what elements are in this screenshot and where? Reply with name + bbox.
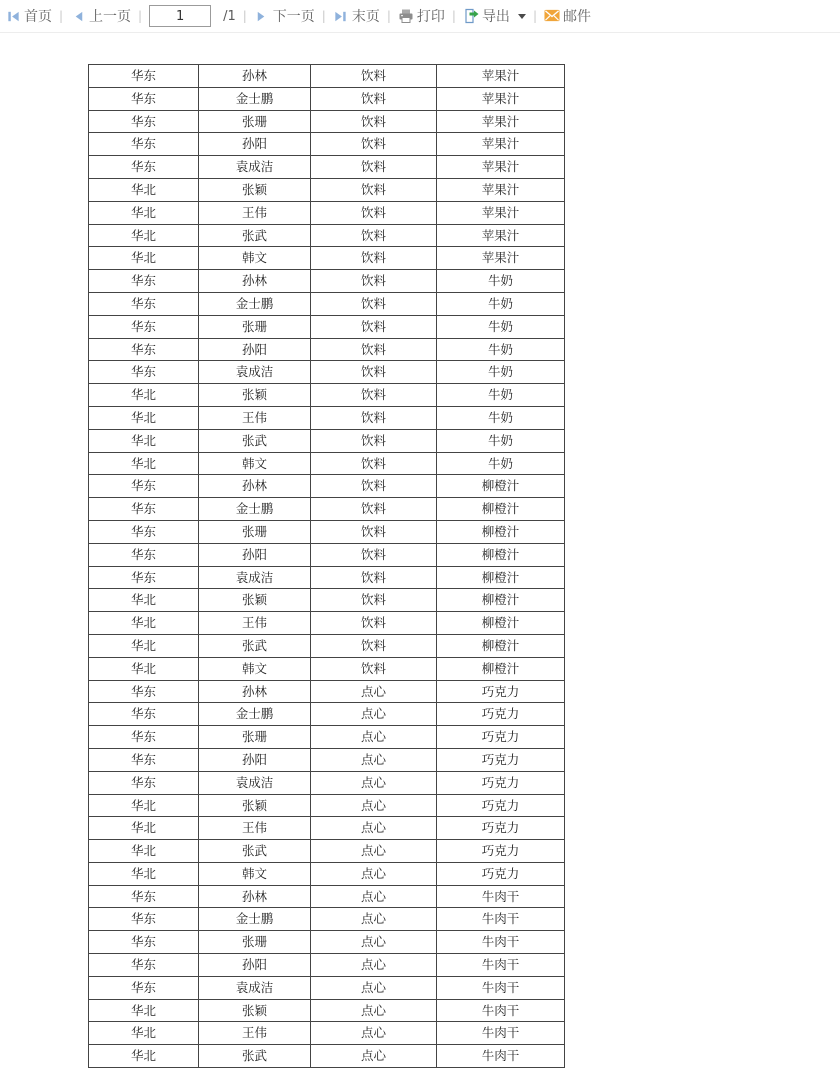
cell-region: 华东: [89, 543, 199, 566]
cell-salesperson: 张武: [199, 840, 311, 863]
report-table: [88, 64, 565, 1068]
cell-category: 饮料: [311, 201, 437, 224]
table-row: [89, 156, 565, 179]
export-button[interactable]: [463, 6, 526, 26]
table-row: [89, 1022, 565, 1045]
table-row: [89, 589, 565, 612]
cell-category: 饮料: [311, 429, 437, 452]
cell-region: 华北: [89, 178, 199, 201]
cell-salesperson: 孙阳: [199, 954, 311, 977]
cell-region: 华东: [89, 566, 199, 589]
cell-product: 苹果汁: [437, 178, 565, 201]
table-row: [89, 771, 565, 794]
table-row: [89, 931, 565, 954]
printer-icon: [398, 8, 414, 24]
cell-product: 牛肉干: [437, 931, 565, 954]
cell-product: 柳橙汁: [437, 657, 565, 680]
cell-category: 饮料: [311, 566, 437, 589]
table-row: [89, 452, 565, 475]
cell-salesperson: 孙阳: [199, 133, 311, 156]
first-page-icon: [5, 8, 21, 24]
cell-product: 牛奶: [437, 270, 565, 293]
cell-category: 点心: [311, 999, 437, 1022]
cell-region: 华东: [89, 156, 199, 179]
cell-category: 饮料: [311, 247, 437, 270]
table-row: [89, 794, 565, 817]
cell-product: 牛奶: [437, 384, 565, 407]
cell-salesperson: 孙林: [199, 885, 311, 908]
cell-salesperson: 王伟: [199, 817, 311, 840]
table-row: [89, 133, 565, 156]
cell-category: 点心: [311, 931, 437, 954]
toolbar-separator: |: [451, 9, 456, 23]
table-row: [89, 634, 565, 657]
cell-salesperson: 张颖: [199, 794, 311, 817]
cell-category: 饮料: [311, 315, 437, 338]
cell-salesperson: 张珊: [199, 315, 311, 338]
cell-category: 饮料: [311, 292, 437, 315]
cell-product: 巧克力: [437, 748, 565, 771]
cell-region: 华东: [89, 315, 199, 338]
last-page-button[interactable]: [333, 6, 380, 26]
cell-product: 苹果汁: [437, 201, 565, 224]
cell-region: 华东: [89, 931, 199, 954]
table-row: [89, 498, 565, 521]
first-page-button[interactable]: [5, 6, 52, 26]
table-row: [89, 817, 565, 840]
envelope-icon: [544, 8, 560, 24]
cell-category: 点心: [311, 840, 437, 863]
cell-salesperson: 张珊: [199, 520, 311, 543]
cell-region: 华东: [89, 520, 199, 543]
table-row: [89, 520, 565, 543]
cell-region: 华北: [89, 1022, 199, 1045]
cell-product: 巧克力: [437, 817, 565, 840]
cell-region: 华北: [89, 384, 199, 407]
cell-region: 华北: [89, 657, 199, 680]
print-button[interactable]: [398, 6, 445, 26]
cell-salesperson: 金士鹏: [199, 703, 311, 726]
cell-region: 华东: [89, 703, 199, 726]
cell-product: 苹果汁: [437, 87, 565, 110]
cell-product: 柳橙汁: [437, 520, 565, 543]
cell-product: 柳橙汁: [437, 566, 565, 589]
cell-product: 巧克力: [437, 794, 565, 817]
mail-button[interactable]: [544, 6, 591, 26]
cell-region: 华东: [89, 361, 199, 384]
cell-category: 饮料: [311, 475, 437, 498]
cell-region: 华北: [89, 1045, 199, 1068]
cell-region: 华北: [89, 794, 199, 817]
table-row: [89, 384, 565, 407]
cell-product: 牛肉干: [437, 999, 565, 1022]
cell-salesperson: 张武: [199, 224, 311, 247]
cell-product: 苹果汁: [437, 247, 565, 270]
table-row: [89, 840, 565, 863]
toolbar: [0, 0, 840, 33]
cell-region: 华北: [89, 840, 199, 863]
cell-category: 点心: [311, 1022, 437, 1045]
cell-category: 点心: [311, 862, 437, 885]
table-row: [89, 201, 565, 224]
cell-salesperson: 韩文: [199, 452, 311, 475]
table-row: [89, 566, 565, 589]
table-row: [89, 543, 565, 566]
cell-category: 饮料: [311, 156, 437, 179]
cell-category: 饮料: [311, 338, 437, 361]
cell-salesperson: 王伟: [199, 612, 311, 635]
cell-category: 点心: [311, 748, 437, 771]
cell-category: 点心: [311, 794, 437, 817]
prev-page-icon: [70, 8, 86, 24]
table-row: [89, 703, 565, 726]
cell-salesperson: 袁成洁: [199, 156, 311, 179]
last-page-icon: [333, 8, 349, 24]
cell-product: 牛肉干: [437, 954, 565, 977]
cell-product: 巧克力: [437, 680, 565, 703]
cell-category: 饮料: [311, 589, 437, 612]
cell-salesperson: 韩文: [199, 247, 311, 270]
cell-category: 饮料: [311, 87, 437, 110]
cell-product: 巧克力: [437, 840, 565, 863]
cell-salesperson: 金士鹏: [199, 87, 311, 110]
cell-product: 柳橙汁: [437, 498, 565, 521]
cell-region: 华北: [89, 862, 199, 885]
table-row: [89, 429, 565, 452]
toolbar-separator: |: [321, 9, 326, 23]
cell-product: 牛奶: [437, 292, 565, 315]
cell-product: 牛肉干: [437, 908, 565, 931]
cell-region: 华北: [89, 999, 199, 1022]
cell-salesperson: 袁成洁: [199, 361, 311, 384]
cell-category: 点心: [311, 976, 437, 999]
table-row: [89, 406, 565, 429]
cell-product: 牛肉干: [437, 1045, 565, 1068]
prev-page-label: 上一页: [89, 9, 132, 25]
cell-region: 华东: [89, 726, 199, 749]
cell-category: 点心: [311, 680, 437, 703]
table-row: [89, 1045, 565, 1068]
cell-category: 饮料: [311, 612, 437, 635]
toolbar-separator: |: [242, 9, 247, 23]
table-row: [89, 292, 565, 315]
table-row: [89, 475, 565, 498]
table-row: [89, 224, 565, 247]
cell-salesperson: 张珊: [199, 110, 311, 133]
cell-region: 华东: [89, 338, 199, 361]
table-row: [89, 885, 565, 908]
cell-product: 巧克力: [437, 862, 565, 885]
cell-region: 华东: [89, 976, 199, 999]
cell-category: 饮料: [311, 361, 437, 384]
table-row: [89, 315, 565, 338]
cell-product: 牛奶: [437, 338, 565, 361]
table-body: [89, 65, 565, 1068]
cell-salesperson: 孙林: [199, 65, 311, 88]
table-row: [89, 270, 565, 293]
prev-page-button[interactable]: [70, 6, 131, 26]
cell-product: 巧克力: [437, 771, 565, 794]
cell-product: 苹果汁: [437, 65, 565, 88]
toolbar-separator: |: [532, 9, 537, 23]
cell-product: 牛肉干: [437, 976, 565, 999]
cell-product: 苹果汁: [437, 156, 565, 179]
cell-product: 牛奶: [437, 315, 565, 338]
cell-category: 饮料: [311, 384, 437, 407]
cell-category: 点心: [311, 885, 437, 908]
table-row: [89, 612, 565, 635]
next-page-button[interactable]: [254, 6, 315, 26]
cell-region: 华北: [89, 224, 199, 247]
cell-category: 饮料: [311, 634, 437, 657]
table-row: [89, 908, 565, 931]
print-label: 打印: [416, 9, 445, 25]
cell-product: 柳橙汁: [437, 634, 565, 657]
table-row: [89, 247, 565, 270]
cell-region: 华东: [89, 498, 199, 521]
cell-product: 苹果汁: [437, 110, 565, 133]
cell-region: 华东: [89, 475, 199, 498]
cell-region: 华北: [89, 247, 199, 270]
cell-region: 华东: [89, 954, 199, 977]
cell-salesperson: 张珊: [199, 931, 311, 954]
cell-category: 饮料: [311, 65, 437, 88]
cell-region: 华东: [89, 270, 199, 293]
table-row: [89, 680, 565, 703]
table-row: [89, 999, 565, 1022]
cell-category: 点心: [311, 771, 437, 794]
cell-product: 柳橙汁: [437, 475, 565, 498]
table-row: [89, 726, 565, 749]
cell-salesperson: 张颖: [199, 384, 311, 407]
cell-salesperson: 孙阳: [199, 748, 311, 771]
cell-salesperson: 王伟: [199, 406, 311, 429]
mail-label: 邮件: [562, 9, 591, 25]
table-row: [89, 748, 565, 771]
cell-category: 饮料: [311, 406, 437, 429]
cell-salesperson: 张珊: [199, 726, 311, 749]
cell-salesperson: 张武: [199, 634, 311, 657]
cell-product: 牛肉干: [437, 885, 565, 908]
cell-region: 华东: [89, 65, 199, 88]
table-row: [89, 361, 565, 384]
cell-region: 华北: [89, 406, 199, 429]
cell-salesperson: 张武: [199, 1045, 311, 1068]
cell-product: 牛奶: [437, 452, 565, 475]
table-row: [89, 338, 565, 361]
cell-region: 华东: [89, 110, 199, 133]
cell-salesperson: 袁成洁: [199, 771, 311, 794]
cell-category: 饮料: [311, 110, 437, 133]
cell-salesperson: 王伟: [199, 201, 311, 224]
page-total-label: /1: [223, 8, 236, 24]
table-row: [89, 87, 565, 110]
cell-category: 饮料: [311, 224, 437, 247]
cell-region: 华北: [89, 201, 199, 224]
cell-region: 华东: [89, 680, 199, 703]
cell-product: 柳橙汁: [437, 612, 565, 635]
cell-salesperson: 张颖: [199, 999, 311, 1022]
cell-salesperson: 金士鹏: [199, 292, 311, 315]
cell-product: 牛奶: [437, 361, 565, 384]
cell-salesperson: 王伟: [199, 1022, 311, 1045]
cell-category: 点心: [311, 908, 437, 931]
cell-category: 饮料: [311, 520, 437, 543]
cell-salesperson: 张颖: [199, 178, 311, 201]
cell-salesperson: 金士鹏: [199, 908, 311, 931]
cell-category: 饮料: [311, 178, 437, 201]
cell-region: 华东: [89, 292, 199, 315]
cell-region: 华北: [89, 589, 199, 612]
table-row: [89, 862, 565, 885]
cell-salesperson: 韩文: [199, 657, 311, 680]
cell-salesperson: 袁成洁: [199, 976, 311, 999]
cell-salesperson: 孙阳: [199, 543, 311, 566]
cell-category: 饮料: [311, 657, 437, 680]
next-page-icon: [254, 8, 270, 24]
table-row: [89, 110, 565, 133]
export-label: 导出: [481, 9, 510, 25]
first-page-label: 首页: [24, 9, 52, 25]
cell-region: 华东: [89, 908, 199, 931]
table-row: [89, 178, 565, 201]
table-row: [89, 976, 565, 999]
cell-region: 华北: [89, 452, 199, 475]
cell-salesperson: 张武: [199, 429, 311, 452]
next-page-label: 下一页: [272, 9, 315, 25]
table-row: [89, 657, 565, 680]
page-number-input[interactable]: [149, 5, 211, 27]
cell-product: 牛奶: [437, 406, 565, 429]
cell-region: 华北: [89, 612, 199, 635]
cell-salesperson: 韩文: [199, 862, 311, 885]
cell-category: 点心: [311, 703, 437, 726]
cell-region: 华东: [89, 885, 199, 908]
cell-product: 苹果汁: [437, 224, 565, 247]
export-document-icon: [463, 8, 479, 24]
cell-product: 苹果汁: [437, 133, 565, 156]
cell-category: 饮料: [311, 498, 437, 521]
cell-category: 点心: [311, 817, 437, 840]
cell-category: 点心: [311, 726, 437, 749]
cell-category: 饮料: [311, 452, 437, 475]
cell-category: 点心: [311, 954, 437, 977]
toolbar-separator: |: [386, 9, 391, 23]
last-page-label: 末页: [351, 9, 380, 25]
cell-salesperson: 孙林: [199, 680, 311, 703]
cell-salesperson: 孙阳: [199, 338, 311, 361]
cell-salesperson: 金士鹏: [199, 498, 311, 521]
cell-salesperson: 袁成洁: [199, 566, 311, 589]
cell-region: 华北: [89, 429, 199, 452]
cell-category: 饮料: [311, 270, 437, 293]
toolbar-separator: |: [59, 9, 64, 23]
cell-region: 华东: [89, 748, 199, 771]
table-row: [89, 65, 565, 88]
cell-category: 饮料: [311, 543, 437, 566]
cell-category: 点心: [311, 1045, 437, 1068]
cell-product: 牛肉干: [437, 1022, 565, 1045]
cell-product: 牛奶: [437, 429, 565, 452]
cell-salesperson: 孙林: [199, 475, 311, 498]
cell-salesperson: 张颖: [199, 589, 311, 612]
cell-product: 巧克力: [437, 703, 565, 726]
table-row: [89, 954, 565, 977]
cell-category: 饮料: [311, 133, 437, 156]
cell-region: 华东: [89, 133, 199, 156]
cell-salesperson: 孙林: [199, 270, 311, 293]
cell-product: 柳橙汁: [437, 589, 565, 612]
cell-region: 华北: [89, 817, 199, 840]
toolbar-separator: |: [138, 9, 143, 23]
cell-region: 华北: [89, 634, 199, 657]
cell-region: 华东: [89, 87, 199, 110]
cell-product: 巧克力: [437, 726, 565, 749]
cell-product: 柳橙汁: [437, 543, 565, 566]
cell-region: 华东: [89, 771, 199, 794]
chevron-down-icon: [518, 14, 526, 19]
